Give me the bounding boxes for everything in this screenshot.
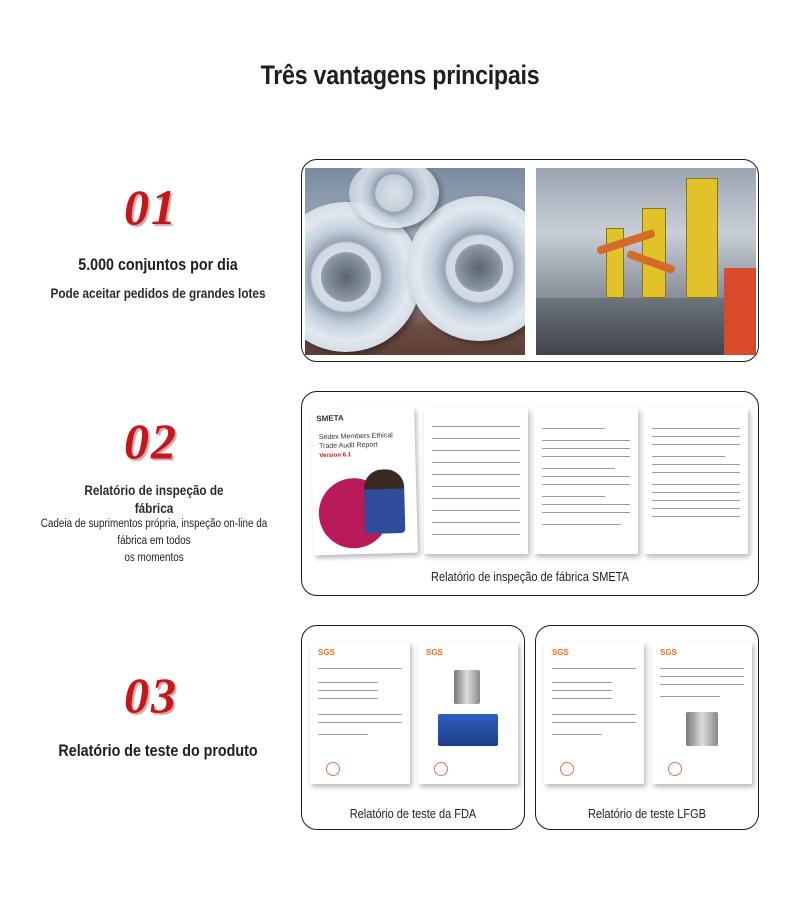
doc-line (552, 698, 612, 699)
doc-line (542, 428, 604, 429)
lfgb-page-1 (544, 642, 644, 784)
sgs-logo: SGS (552, 648, 569, 657)
doc-line (542, 524, 621, 525)
doc-line (318, 668, 402, 669)
steel-coil-core-1 (321, 252, 371, 302)
machine-1 (686, 178, 718, 298)
doc-line (542, 448, 629, 449)
doc-line (432, 426, 519, 427)
doc-line (652, 472, 739, 473)
product-image (686, 712, 718, 746)
steel-coil-core-2 (455, 244, 503, 292)
doc-line (432, 510, 519, 511)
doc-line (542, 484, 629, 485)
doc-line (542, 476, 629, 477)
doc-line (652, 456, 725, 457)
doc-line (542, 440, 629, 441)
sgs-logo: SGS (660, 648, 677, 657)
advantage-number-02: 02 (124, 413, 178, 469)
lfgb-report-card (535, 625, 759, 830)
advantage-03-headline: Relatório de teste do produto (58, 741, 258, 760)
stamp-icon (668, 762, 682, 776)
doc-line (552, 690, 612, 691)
doc-line (552, 714, 636, 715)
doc-line (318, 690, 378, 691)
doc-line (652, 484, 739, 485)
machine-2 (642, 208, 666, 298)
doc-line (318, 698, 378, 699)
doc-line (552, 668, 636, 669)
doc-line (318, 682, 378, 683)
smeta-caption: Relatório de inspeção de fábrica SMETA (431, 570, 629, 584)
smeta-version: Version 6.1 (319, 452, 352, 460)
doc-line (432, 534, 519, 535)
smeta-report-card (301, 391, 759, 596)
lfgb-page-2 (652, 642, 752, 784)
doc-line (318, 722, 402, 723)
doc-line (432, 486, 519, 487)
doc-line (652, 444, 739, 445)
doc-line (660, 696, 720, 697)
smeta-cover-title: Sedex Members Ethical Trade Audit Report (318, 432, 393, 451)
doc-line (542, 504, 629, 505)
orange-cabinet (724, 268, 756, 355)
doc-line (432, 450, 519, 451)
smeta-page-4 (644, 408, 748, 554)
advantage-number-03: 03 (124, 667, 178, 723)
doc-line (432, 498, 519, 499)
product-image-blue (438, 714, 498, 746)
advantage-03-text (20, 741, 296, 761)
doc-line (432, 522, 519, 523)
smeta-cover-person (364, 469, 406, 534)
machine-base (536, 298, 756, 355)
sgs-logo: SGS (318, 648, 335, 657)
smeta-page-2 (424, 408, 528, 554)
advantage-number-01: 01 (124, 179, 178, 235)
stamp-icon (434, 762, 448, 776)
doc-line (542, 456, 629, 457)
factory-machines-photo (536, 168, 756, 355)
advantage-01-text (20, 255, 296, 301)
smeta-cover-doc (310, 407, 418, 556)
doc-line (552, 682, 612, 683)
fda-report-card (301, 625, 525, 830)
production-photos-card (301, 159, 759, 362)
doc-line (318, 714, 402, 715)
lfgb-caption: Relatório de teste LFGB (587, 807, 707, 821)
doc-line (542, 496, 604, 497)
advantage-02-headline-line2: fábrica (134, 500, 174, 516)
doc-line (660, 676, 744, 677)
doc-line (652, 500, 739, 501)
stamp-icon (326, 762, 340, 776)
fda-page-2 (418, 642, 518, 784)
doc-line (660, 668, 744, 669)
doc-line (552, 734, 602, 735)
doc-line (432, 462, 519, 463)
stamp-icon (560, 762, 574, 776)
doc-line (432, 474, 519, 475)
doc-line (652, 516, 739, 517)
advantage-01-headline: 5.000 conjuntos por dia (78, 255, 238, 274)
smeta-page-3 (534, 408, 638, 554)
smeta-logo: SMETA (316, 413, 344, 424)
advantage-02-sub-line2: os momentos (124, 552, 184, 564)
product-image (454, 670, 480, 704)
doc-line (542, 512, 629, 513)
doc-line (652, 508, 739, 509)
sgs-logo: SGS (426, 648, 443, 657)
page-title: Três vantagens principais (260, 60, 540, 90)
advantage-02-headline-line1: Relatório de inspeção de (84, 482, 224, 498)
doc-line (652, 492, 739, 493)
fda-caption: Relatório de teste da FDA (349, 807, 477, 821)
fda-page-1 (310, 642, 410, 784)
doc-line (652, 428, 739, 429)
doc-line (432, 438, 519, 439)
doc-line (552, 722, 636, 723)
doc-line (652, 436, 739, 437)
doc-line (318, 734, 368, 735)
advantage-02-sub-line1: Cadeia de suprimentos própria, inspeção on-line da fábrica em todos (40, 518, 268, 547)
steel-coils-photo (305, 168, 525, 355)
doc-line (660, 684, 744, 685)
doc-line (542, 468, 615, 469)
advantage-01-sub: Pode aceitar pedidos de grandes lotes (50, 285, 266, 301)
advantage-02-text (4, 482, 304, 567)
doc-line (652, 464, 739, 465)
